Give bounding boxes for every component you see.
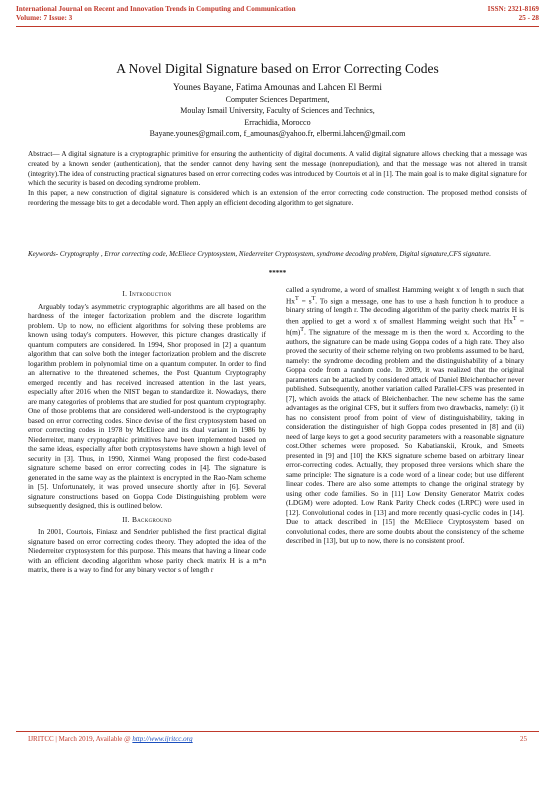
author-list: Younes Bayane, Fatima Amounas and Lahcen El Bermi: [173, 83, 382, 93]
city: Errachidia, Morocco: [244, 117, 311, 127]
volume-issue: Volume: 7 Issue: 3: [16, 14, 73, 22]
footer-citation: IJRITCC | March 2019, Available @: [28, 735, 133, 743]
journal-name: International Journal on Recent and Innovation Trends in Computing and Communication: [16, 5, 296, 13]
department: Computer Sciences Department,: [225, 95, 330, 105]
section-heading-background: II. Background: [122, 514, 172, 524]
issn: ISSN: 2321-8169: [487, 5, 539, 13]
section-separator: *****: [268, 269, 287, 277]
body-paragraph: Arguably today's asymmetric cryptographic algorithms are all based on the hardness of the integer factorization problem and the discrete logarithm problem. Up to now, no efficient algorithms for solving these problems are known using today's computers. However, this picture changes drastically if quantum computers are considered. In 1994, Shor proposed in [2] a quantum algorithm that can solve both the integer factorization problem and the discrete logarithm problem in polynomial time on a quantum computer. In order to find an alternative to the threatened schemes, the Post Quantum Cryptography emerged recently and has received increased attention in the last years, especially after 2016 when the NIST began to standardize it. Nowadays, there are many categories of problems that are studied for post quantum cryptography. One of those problems that are considered well-understood is the cryptography based on error correcting codes. Since devise of the first cryptosystem based on error correcting codes in 1978 by McEliece and its dual variant in 1986 by Niederreiter, many cryptographic primitives have been implemented based on the same ideas, especially after both cryptosystems have shown a high level of security in [3]. Thus, in 1990, Xinmei Wang proposed the first code-based signature scheme based on error correcting codes in [4]. The signature is generated in the same way as the plaintext is encrypted in the Rao-Nam scheme in [5]. Unfortunately, it was proved unsecure shortly after in [6]. Several signature constructions based on Goppa Code Distinguishing problem were subsequently designed, this is outlined below.: [28, 301, 266, 510]
superscript: T: [512, 315, 517, 322]
superscript: T: [311, 295, 316, 302]
text-run: . To sign a message, one has to use a hash function h to produce a binary string of length r. The decoding algorithm of the parity check matrix H is then applied to get a word x of smallest Hamming weight such that Hx: [286, 295, 524, 326]
emails: Bayane.younes@gmail.com, f_amounas@yahoo.fr, elbermi.lahcen@gmail.com: [149, 128, 406, 138]
paper-title: A Novel Digital Signature based on Error Correcting Codes: [116, 61, 439, 76]
abstract-paragraph: In this paper, a new construction of digital signature is considered which is an extension of the error correcting code construction. The proposed method consists of reordering the message bits to get a decodable word. Then apply an efficient decoding algorithm to get signature.: [28, 189, 527, 207]
right-column: [286, 285, 524, 546]
body-paragraph: [286, 285, 524, 546]
superscript: T: [294, 295, 299, 302]
text-run: = h(m): [286, 316, 525, 337]
text-run: called a syndrome, a word of smallest Hamming weight x of length n such that Hx: [286, 285, 524, 305]
keywords: Keywords- Cryptography , Error correcting code, McEliece Cryptosystem, Niederreiter Cryptosystem, syndrome decoding problem, Digital signature,CFS signature.: [28, 250, 491, 258]
running-header: [16, 5, 539, 23]
footer-rule: [16, 731, 539, 732]
section-heading-introduction: I. Introduction: [122, 289, 172, 298]
abstract: [28, 150, 527, 209]
header-rule: [16, 26, 539, 27]
text-run: . The signature of the message m is then the word x. According to the authors, the signature can be made using Goppa codes of a high rate. They also proved the security of their scheme relying on two problems assumed to be hard, namely: the syndrome decoding problem and the distinguishability of a binary Goppa code from a random code. In 2009, it was realized that the original parameters can be attacked by considered attack of Daniel Bleichenbacher never published. Subsequently, another variation called Parallel-CFS was presented in [7], which avoids the attack of Bleichenbacher. The new scheme has the same advantages as the original CFS, but it suffers from two drawbacks, namely: (i) it has no consistent proof from point of view of distinguishability, taking in consideration the distinguisher of high Goppa codes presented in [8] and (ii) need of large keys to get a good security parameters with a reasonable signature cost.Other schemes were proposed. So Kabatianskii, Krouk, and Smeets presented in [9] and [10] the KKS signature scheme based on arbitrary linear error-correcting codes. Actually, they proposed three versions which share the same principle: The signature is a code word of a linear code; but use different linear codes. There are also some attempts to change the original strategy by using other code families. So in [11] Low Density Generator Matrix codes (LDGM) were adopted. Low Rank Parity Check codes (LRPC) were used in [12]. Convolutional codes in [13] and more recently quasi-cyclic codes in [14]. Due to attack described in [15] the McEliece Cryptosystem based on convolutional codes, there are some doubts about the consistency of the scheme described in [13], but up to now, there is no consistent proof.: [286, 327, 524, 546]
author-block: [0, 83, 555, 139]
university: Moulay Ismail University, Faculty of Sciences and Technics,: [180, 106, 375, 116]
left-column: [28, 285, 266, 575]
page-number: 25: [520, 735, 527, 743]
superscript: T: [300, 326, 305, 333]
body-paragraph: In 2001, Courtois, Finiasz and Sendrier published the first practical digital signature based on error correcting codes theory. They adopted the idea of the Niederreiter cryptosystem for this purpose. This means that having a linear code with an efficient decoding algorithm whose parity check matrix H is a m*n matrix, there is a way to find for any binary vector s of length r: [28, 527, 266, 574]
page-range: 25 - 28: [518, 14, 539, 22]
abstract-paragraph: Abstract— A digital signature is a cryptographic primitive for ensuring the authenticity of digital documents. A valid digital signature allows checking that a message was created by a known sender (authentication), that the sender cannot deny having sent the message (nonrepudiation), and that the message was not altered in transit (integrity).The idea of constructing practical signatures based on error correcting codes was introduced by Courtois et al in [1]. The main goal is to make digital signature for which the security is based on decoding syndrome problem.: [28, 150, 527, 188]
page-footer: [28, 735, 527, 743]
journal-link[interactable]: http://www.ijritcc.org: [132, 735, 193, 743]
text-run: = s: [298, 295, 312, 305]
